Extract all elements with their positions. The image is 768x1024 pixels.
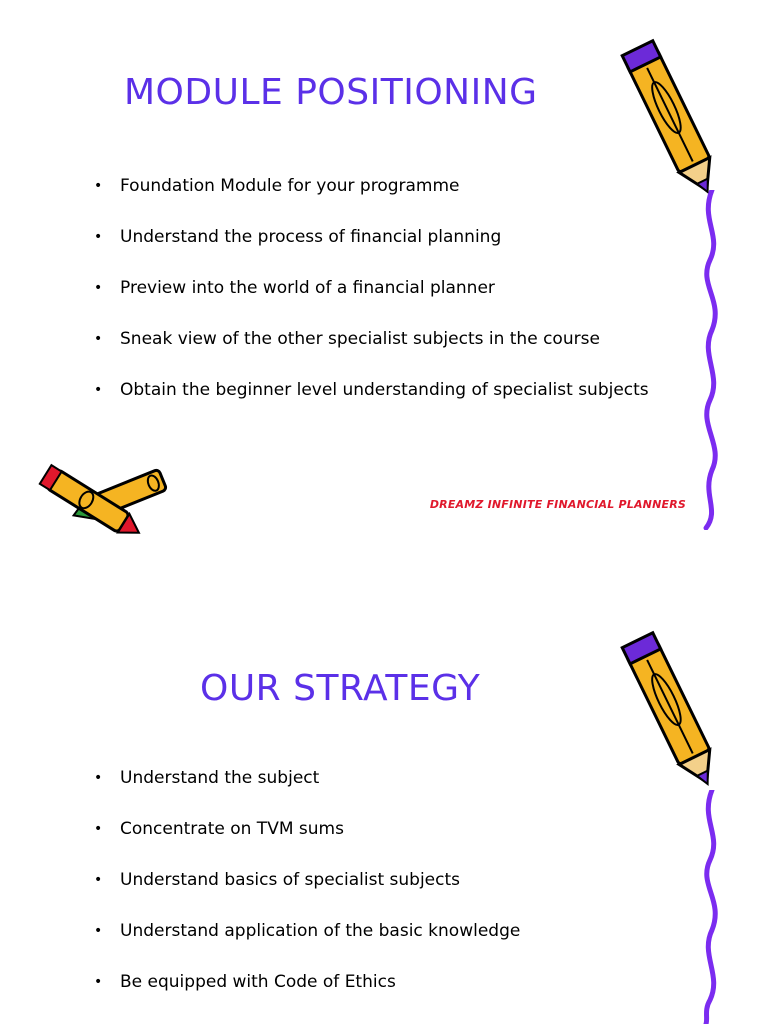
list-item: • Understand the process of financial planning [94,227,502,247]
list-item: • Concentrate on TVM sums [94,819,344,839]
bullet-icon: • [94,280,103,296]
list-item: • Understand basics of specialist subjects [94,870,460,890]
bullet-icon: • [94,821,103,837]
bullet-icon: • [94,382,103,398]
bullet-icon: • [94,974,103,990]
list-item: • Be equipped with Code of Ethics [94,972,396,992]
squiggle-decoration-icon [692,790,732,1024]
slide-title: MODULE POSITIONING [124,72,538,113]
list-item: • Understand the subject [94,768,320,788]
bullet-icon: • [94,331,103,347]
list-item: • Understand application of the basic knowledge [94,921,521,941]
list-item: • Preview into the world of a financial planner [94,278,495,298]
bullet-icon: • [94,923,103,939]
bullet-icon: • [94,872,103,888]
pencil-icon [618,36,728,206]
slide-our-strategy [0,590,768,1024]
list-item: • Sneak view of the other specialist subjects in the course [94,329,600,349]
bullet-icon: • [94,178,103,194]
list-item: • Obtain the beginner level understanding of specialist subjects [94,380,649,400]
bullet-list [92,768,652,1023]
pencil-icon [618,628,728,798]
bullet-icon: • [94,770,103,786]
bullet-list [92,176,652,431]
footer-brand: DREAMZ INFINITE FINANCIAL PLANNERS [429,498,686,511]
slide-title: OUR STRATEGY [200,668,481,709]
list-item: • Foundation Module for your programme [94,176,460,196]
squiggle-decoration-icon [692,190,732,530]
crayons-icon [30,452,180,556]
bullet-icon: • [94,229,103,245]
